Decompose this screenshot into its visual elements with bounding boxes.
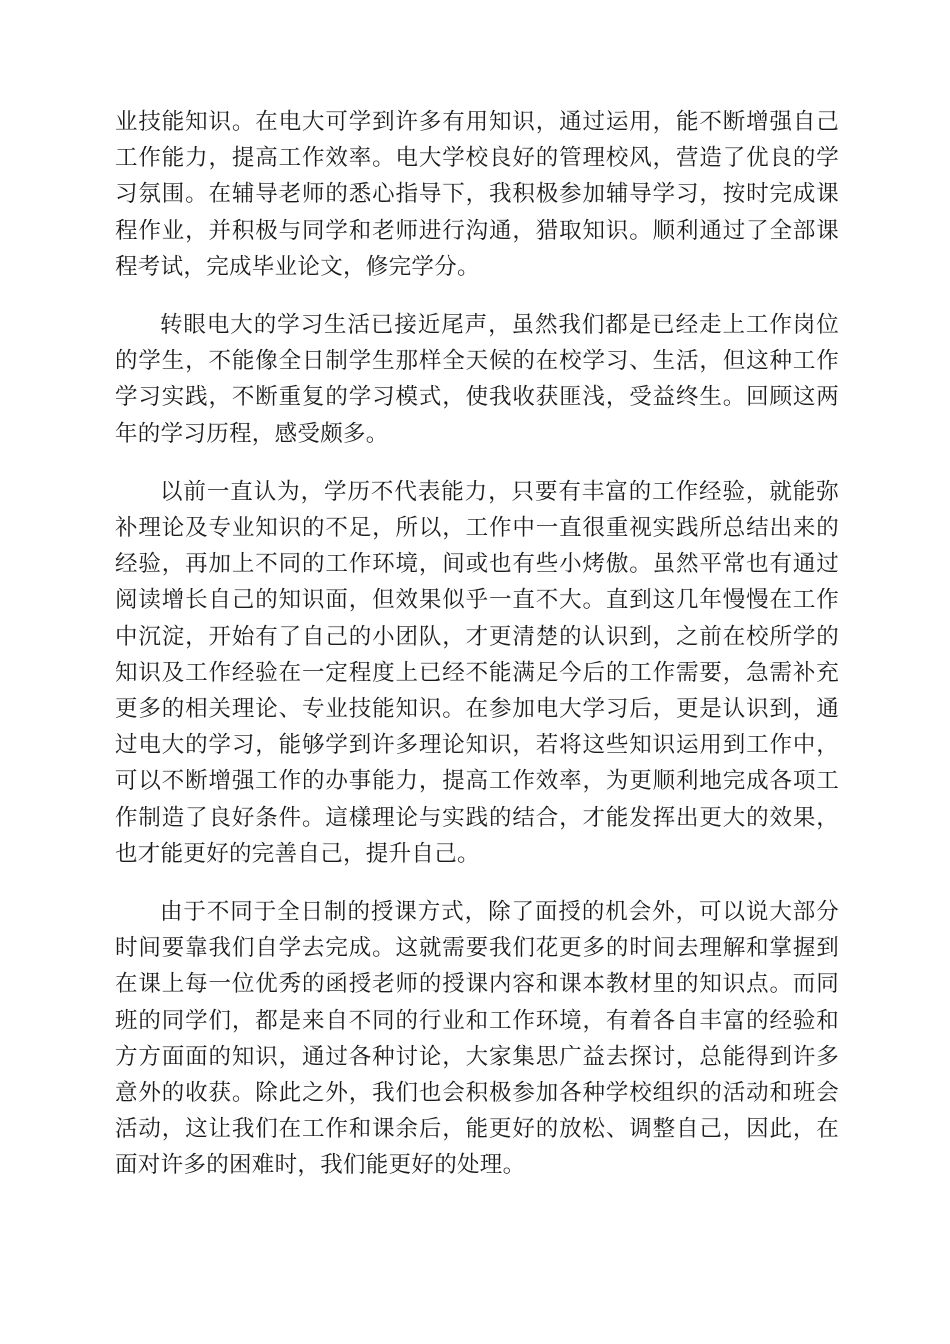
paragraph-1: 业技能知识。在电大可学到许多有用知识，通过运用，能不断增强自己工作能力，提高工作效率。电大学校良好的管理校风，营造了优良的学习氛围。在辅导老师的悉心指导下，我积极参加辅导学习，按时完成课程作业，并积极与同学和老师进行沟通，猎取知识。顺利通过了全部课程考试，完成毕业论文，修完学分。	[115, 109, 839, 280]
document-page	[115, 104, 839, 1206]
paragraph-3: 以前一直认为，学历不代表能力，只要有丰富的工作经验，就能弥补理论及专业知识的不足，所以，工作中一直很重视实践所总结出来的经验，再加上不同的工作环境，间或也有些小烤傲。虽然平常也有通过阅读增长自己的知识面，但效果似乎一直不大。直到这几年慢慢在工作中沉淀，开始有了自己的小团队，才更清楚的认识到，之前在校所学的知识及工作经验在一定程度上已经不能满足今后的工作需要，急需补充更多的相关理论、专业技能知识。在参加电大学习后，更是认识到，通过电大的学习，能够学到许多理论知识，若将这些知识运用到工作中，可以不断增强工作的办事能力，提高工作效率，为更顺利地完成各项工作制造了良好条件。這樣理论与实践的结合，才能发挥出更大的效果，也才能更好的完善自己，提升自己。	[115, 478, 839, 867]
paragraph-4: 由于不同于全日制的授课方式，除了面授的机会外，可以说大部分时间要靠我们自学去完成。这就需要我们花更多的时间去理解和掌握到在课上每一位优秀的函授老师的授课内容和课本教材里的知识点。而同班的同学们，都是来自不同的行业和工作环境，有着各自丰富的经验和方方面面的知识，通过各种讨论，大家集思广益去探讨，总能得到许多意外的收获。除此之外，我们也会积极参加各种学校组织的活动和班会活动，这让我们在工作和课余后，能更好的放松、调整自己，因此，在面对许多的困难时，我们能更好的处理。	[115, 899, 839, 1179]
paragraph-2: 转眼电大的学习生活已接近尾声，虽然我们都是已经走上工作岗位的学生，不能像全日制学生那样全天候的在校学习、生活，但这种工作学习实践，不断重复的学习模式，使我收获匪浅，受益终生。回顾这两年的学习历程，感受颇多。	[115, 312, 839, 447]
